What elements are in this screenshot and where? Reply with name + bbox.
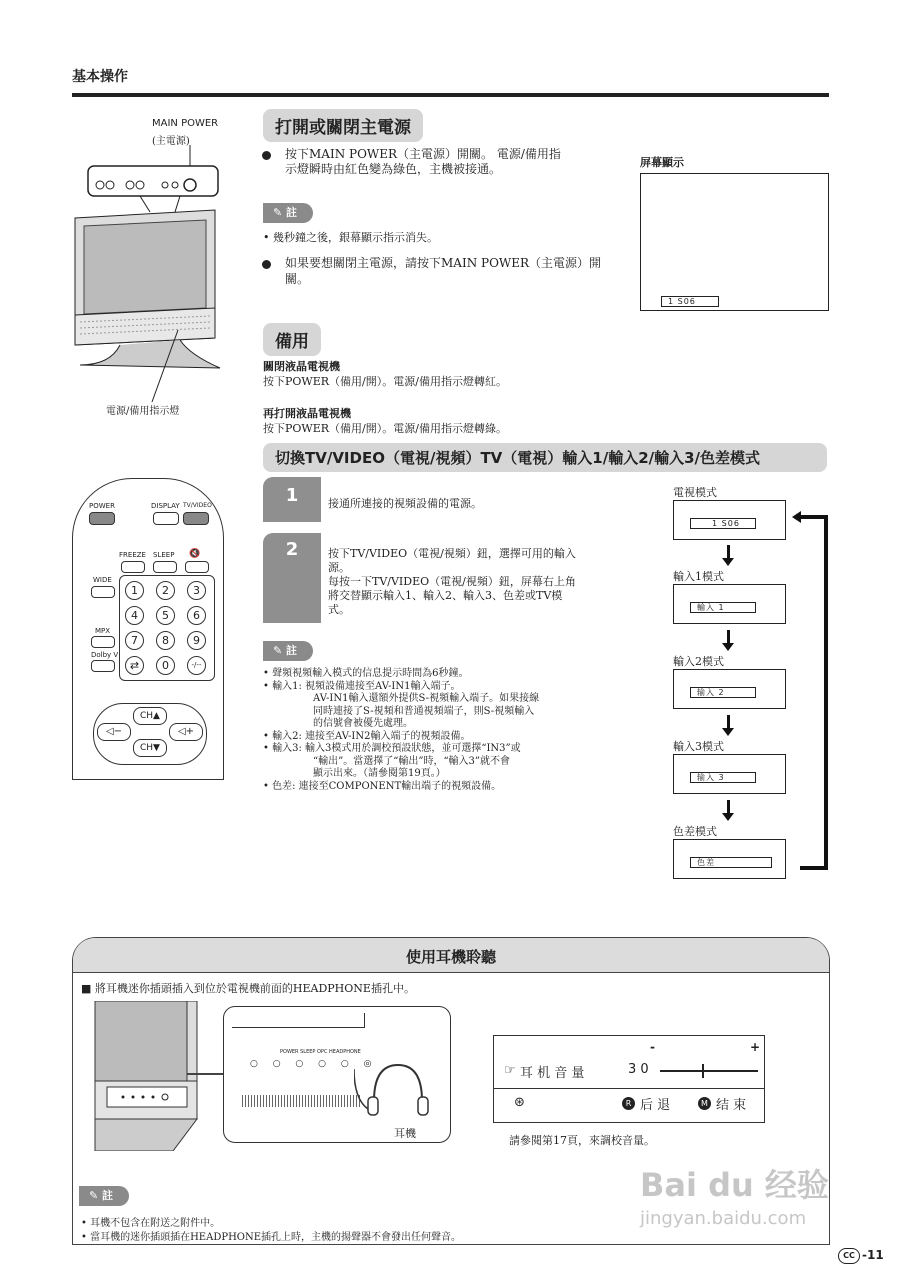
mode-osd-tv: 1 S06 (690, 518, 756, 529)
remote-sleep-button[interactable] (153, 561, 177, 573)
num-button-5[interactable]: 5 (156, 606, 175, 625)
flashback-button[interactable]: ⇄ (125, 656, 144, 675)
mode-osd-in2: 输入 2 (690, 687, 756, 698)
remote-tvvideo-button[interactable] (183, 512, 209, 525)
headphone-intro: ■ 將耳機迷你插頭插入到位於電視機前面的HEADPHONE插孔中。 (81, 982, 415, 995)
osd-value: 3 0 (628, 1062, 649, 1077)
loop-arrow (800, 515, 828, 870)
mode-label-tv: 電視模式 (673, 486, 717, 499)
remote-tvvideo-label: TV/VIDEO (183, 502, 212, 509)
earphone-label: 耳機 (394, 1127, 416, 1140)
main-power-sub: (主電源) (152, 136, 190, 147)
num-button-9[interactable]: 9 (187, 631, 206, 650)
power-section-title: 打開或關閉主電源 (263, 109, 423, 142)
step-1-text: 接通所連接的視頻設備的電源。 (328, 497, 482, 510)
input-note-2c: 同時連接了S-視頻和普通視頻端子，則S-視頻輸入 (313, 705, 535, 717)
panel-edge (232, 1013, 365, 1028)
num-button-7[interactable]: 7 (125, 631, 144, 650)
input-note-5: • 色差: 連接至COMPONENT輸出端子的視頻設備。 (263, 780, 502, 792)
zoom-connector (187, 1073, 227, 1075)
standby-heading-2: 再打開液晶電視機 (263, 407, 351, 420)
note-label: 註 (286, 206, 298, 219)
remote-mpx-label: MPX (95, 627, 111, 635)
num-button-4[interactable]: 4 (125, 606, 144, 625)
screen-display-label: 屏幕顯示 (640, 156, 684, 169)
back-icon: R (622, 1097, 635, 1110)
volume-slider[interactable] (660, 1070, 758, 1072)
power-text-2a: 如果要想關閉主電源，請按下MAIN POWER（主電源）開 (285, 256, 602, 270)
remote-sleep-label: SLEEP (153, 551, 175, 559)
remote-freeze-label: FREEZE (119, 551, 146, 559)
remote-dolby-label: Dolby V (91, 651, 119, 659)
osd-end: 结 束 (716, 1098, 747, 1113)
mute-icon: 🔇 (189, 549, 201, 559)
watermark-url: jingyan.baidu.com (640, 1208, 807, 1229)
mode-label-in1: 輸入1模式 (673, 570, 724, 583)
screen-display (640, 173, 829, 311)
mode-label-comp: 色差模式 (673, 825, 717, 838)
main-power-label: MAIN POWER (152, 118, 219, 129)
clip-icon: ✎ (273, 206, 287, 219)
headphone-icon (354, 1059, 434, 1129)
note-tag-1 (263, 203, 313, 223)
headphone-panel-zoom (223, 1006, 451, 1143)
down-arrow-icon (727, 630, 730, 644)
step-2-line-4: 將交替顯示輸入1、輸入2、輸入3、色差或TV模 (328, 589, 563, 602)
osd-plus: + (750, 1040, 761, 1054)
remote-power-label: POWER (89, 502, 115, 510)
power-text-1a: 按下MAIN POWER（主電源）開關。 電源/備用指 (285, 147, 561, 161)
footer-badge: CC (838, 1248, 860, 1264)
input-section-title: 切換TV/VIDEO（電視/視頻）TV（電視）輸入1/輸入2/輸入3/色差模式 (263, 443, 827, 472)
mode-screen-in1 (673, 584, 786, 624)
remote-wide-button[interactable] (91, 586, 115, 598)
remote-power-button[interactable] (89, 512, 115, 525)
step-1-badge: 1 (263, 477, 321, 522)
mode-osd-in1: 輸入 1 (690, 602, 756, 613)
note-1-text: 幾秒鐘之後，銀幕顯示指示消失。 (273, 231, 438, 244)
input-note-4b: “輸出”。當選擇了“輸出”時，“輸入3”就不會 (313, 755, 511, 767)
osd-minus: - (650, 1040, 655, 1054)
note-label: 註 (102, 1189, 114, 1202)
osd-title: 耳 机 音 量 (520, 1066, 585, 1081)
remote-mpx-button[interactable] (91, 636, 115, 648)
num-button-3[interactable]: 3 (187, 581, 206, 600)
note-tag-3 (79, 1186, 129, 1206)
down-arrow-icon (727, 545, 730, 559)
clip-icon: ✎ (273, 644, 287, 657)
input-note-2b: AV-IN1輸入還額外提供S-視頻輸入端子。如果接線 (313, 693, 540, 704)
num-button-8[interactable]: 8 (156, 631, 175, 650)
remote-dolby-button[interactable] (91, 660, 115, 672)
mode-label-in2: 輸入2模式 (673, 655, 724, 668)
note-tag-2 (263, 641, 313, 661)
down-arrow-icon (727, 800, 730, 814)
input-note-4c: 顯示出來。（請參閱第19頁。） (313, 768, 446, 779)
watermark-brand: Bai du 经验 (640, 1166, 829, 1204)
tv-illustration (70, 140, 270, 410)
step-2-line-1: 按下TV/VIDEO（電視/視頻）鈕，選擇可用的輸入 (328, 547, 576, 560)
power-text-1b: 示燈瞬時由紅色變為綠色，主機被接通。 (285, 162, 502, 176)
num-button-2[interactable]: 2 (156, 581, 175, 600)
remote-wide-label: WIDE (93, 576, 112, 584)
remote-display-label: DISPLAY (151, 502, 180, 510)
vol-down-button[interactable]: ◁− (97, 723, 131, 741)
header-rule (72, 93, 829, 97)
num-button-1[interactable]: 1 (125, 581, 144, 600)
mode-screen-in2 (673, 669, 786, 709)
input-note-2: • 輸入1: 視頻設備連接至AV-IN1輸入端子。 (263, 680, 461, 692)
headphone-ref: 請參閱第17頁，來調校音量。 (509, 1134, 655, 1147)
indicator-label: 電源/備用指示燈 (106, 406, 180, 417)
volume-osd (493, 1035, 765, 1123)
remote-control (72, 478, 224, 780)
mode-screen-in3 (673, 754, 786, 794)
headphone-note-1: • 耳機不包含在附送之附件中。 (81, 1218, 221, 1229)
digit-button[interactable]: -/-- (187, 656, 206, 675)
ch-down-button[interactable]: CH▼ (133, 739, 167, 757)
step-2-line-3: 每按一下TV/VIDEO（電視/視頻）鈕，屏幕右上角 (328, 575, 576, 588)
vol-up-button[interactable]: ◁+ (169, 723, 203, 741)
osd-back: 后 退 (640, 1098, 671, 1113)
remote-freeze-button[interactable] (121, 561, 145, 573)
standby-section-title: 備用 (263, 323, 321, 356)
page-number: -11 (862, 1248, 884, 1262)
ch-up-button[interactable]: CH▲ (133, 707, 167, 725)
note-label: 註 (286, 644, 298, 657)
panel-indicators: ○ ○ ○ ○ ○ ◎ (250, 1059, 378, 1069)
mode-screen-tv (673, 500, 786, 540)
num-button-6[interactable]: 6 (187, 606, 206, 625)
num-button-0[interactable]: 0 (156, 656, 175, 675)
mode-osd-in3: 输入 3 (690, 772, 756, 783)
input-note-3: • 輸入2: 連接至AV-IN2輸入端子的視頻設備。 (263, 730, 471, 742)
bullet-dot (262, 151, 271, 160)
input-note-4: • 輸入3: 輸入3模式用於調校預設狀態，並可選擇“IN3”或 (263, 743, 521, 754)
mode-osd-comp: 色差 (690, 857, 772, 868)
headphone-note-2: • 當耳機的迷你插頭插在HEADPHONE插孔上時，主機的揚聲器不會發出任何聲音。 (81, 1232, 462, 1243)
standby-text-1: 按下POWER（備用/開）。電源/備用指示燈轉紅。 (263, 375, 507, 388)
remote-display-button[interactable] (153, 512, 179, 525)
headphone-title: 使用耳機聆聽 (405, 948, 496, 966)
clip-icon: ✎ (89, 1189, 103, 1202)
osd-divider (494, 1088, 764, 1089)
down-arrow-icon (727, 715, 730, 729)
loop-arrow-head-icon (792, 511, 801, 523)
standby-text-2: 按下POWER（備用/開）。電源/備用指示燈轉綠。 (263, 422, 507, 435)
section-header: 基本操作 (72, 69, 128, 85)
speaker-icon: ☞ (504, 1063, 516, 1078)
standby-heading-1: 關閉液晶電視機 (263, 360, 340, 373)
panel-speaker-grille (242, 1095, 360, 1107)
tv-front-illustration (93, 1001, 223, 1151)
input-notes (263, 668, 623, 793)
screen-osd: 1 S06 (661, 296, 719, 307)
mode-label-in3: 輸入3模式 (673, 740, 724, 753)
volume-slider-thumb[interactable] (702, 1064, 704, 1078)
end-icon: M (698, 1097, 711, 1110)
power-text-2b: 關。 (285, 272, 310, 286)
step-2-line-2: 源。 (328, 561, 350, 574)
watermark-logo (640, 1160, 840, 1229)
input-note-2d: 的信號會被優先處理。 (313, 718, 413, 729)
note-1: • 幾秒鐘之後，銀幕顯示指示消失。 (263, 231, 438, 244)
input-note-1: • 聲頻視頻輸入模式的信息提示時間為6秒鐘。 (263, 668, 469, 679)
panel-labels: POWER SLEEP OPC HEADPHONE (280, 1049, 361, 1055)
step-2-line-5: 式。 (328, 603, 350, 616)
remote-mute-button[interactable] (185, 561, 209, 573)
step-2-text (328, 547, 576, 617)
nav-icon: ⊛ (514, 1095, 525, 1110)
step-2-badge: 2 (263, 533, 321, 623)
bullet-dot (262, 260, 271, 269)
mode-screen-comp (673, 839, 786, 879)
